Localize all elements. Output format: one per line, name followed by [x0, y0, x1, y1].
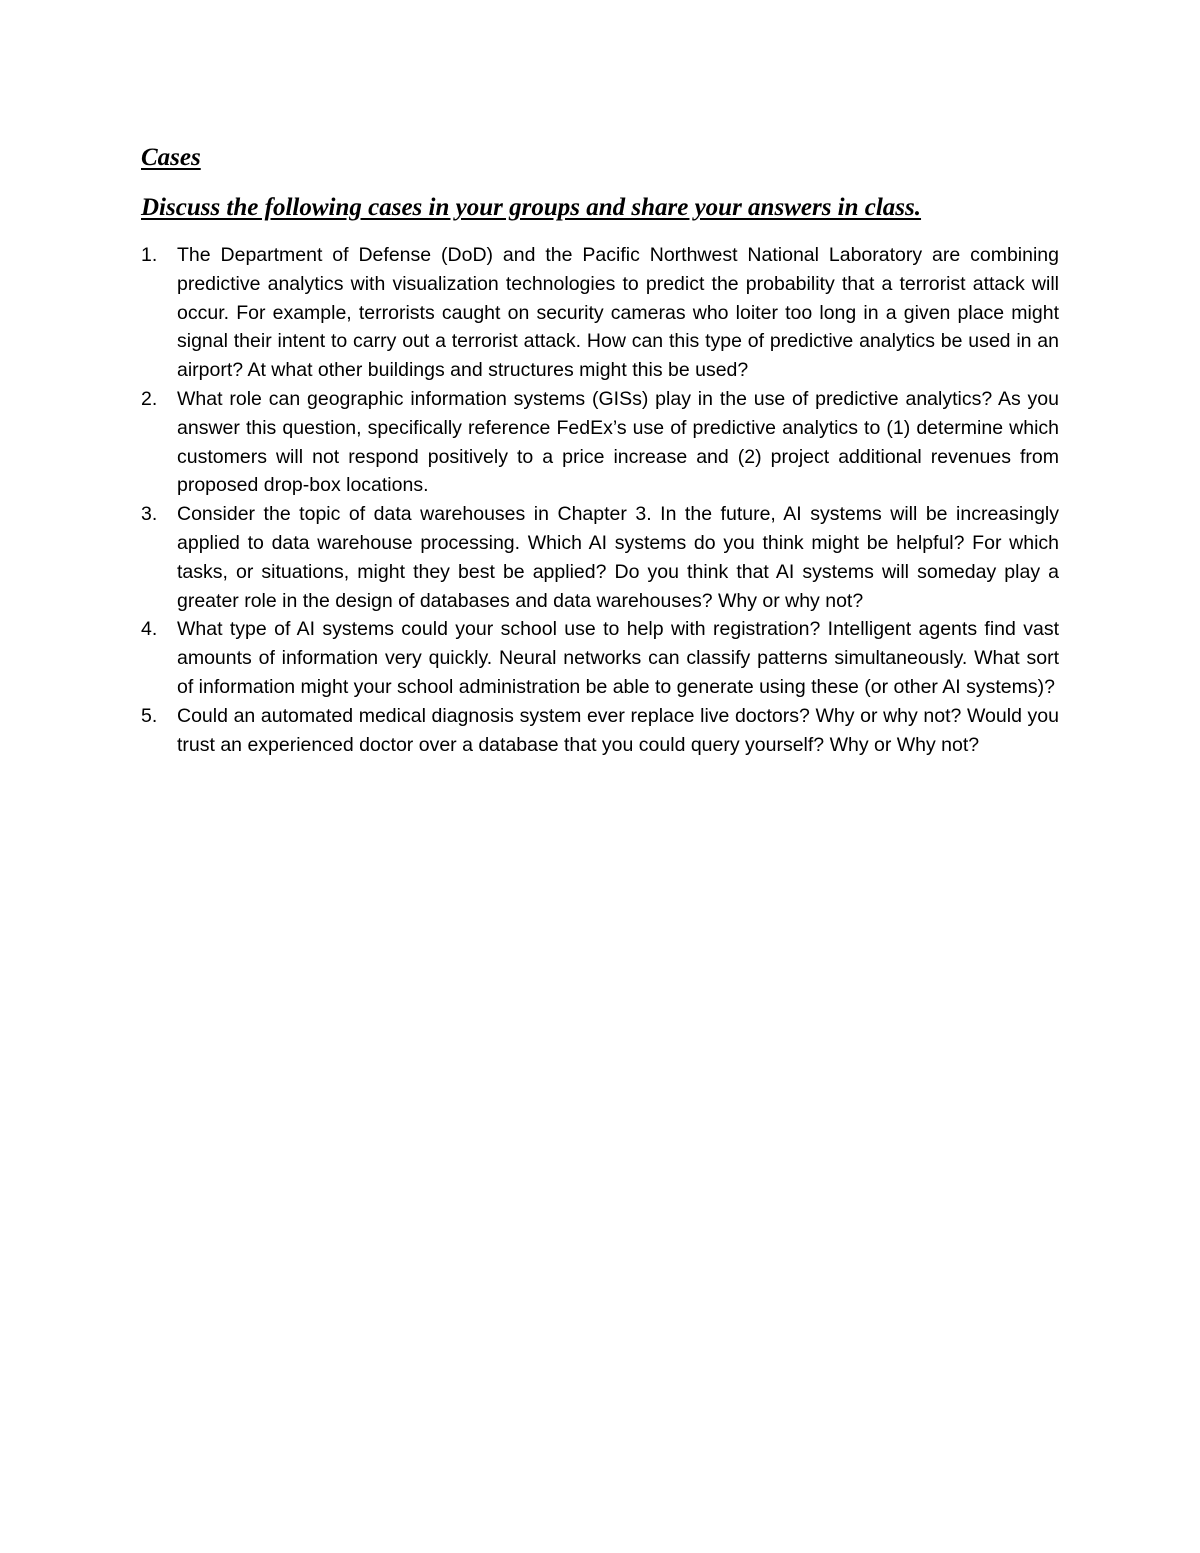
case-number: 1. [141, 244, 158, 266]
case-text: What role can geographic information systems (GISs) play in the use of predictive analytics? As you answer this question, specifically reference FedEx’s use of predictive analytics to (1) determine which customers will not respond positively to a price increase and (2) project additional revenues from proposed drop-box locations. [177, 387, 1059, 497]
case-text: What type of AI systems could your school use to help with registration? Intelligent agents find vast amounts of information very quickly. Neural networks can classify patterns simultaneously. What sort of information might your school administration be able to generate using these (or other AI systems)? [177, 618, 1059, 698]
case-text: The Department of Defense (DoD) and the Pacific Northwest National Laboratory are combining predictive analytics with visualization technologies to predict the probability that a terrorist attack will occur. For example, terrorists caught on security cameras who loiter too long in a given place might signal their intent to carry out a terrorist attack. How can this type of predictive analytics be used in an airport? At what other buildings and structures might this be used? [177, 244, 1059, 382]
case-item-2 [141, 385, 1059, 500]
case-item-4 [141, 615, 1059, 701]
case-item-5 [141, 702, 1059, 760]
case-item-3 [141, 500, 1059, 615]
case-list [141, 241, 1059, 759]
case-number: 5. [141, 704, 158, 727]
case-text: Consider the topic of data warehouses in Chapter 3. In the future, AI systems will be increasingly applied to data warehouse processing. Which AI systems do you think might be helpful? For which tasks, or situations, might they best be applied? Do you think that AI systems will someday play a greater role in the design of databases and data warehouses? Why or why not? [177, 503, 1059, 612]
case-text: Could an automated medical diagnosis system ever replace live doctors? Why or why not? Would you trust an experienced doctor over a database that you could query yourself? Why or Why not? [177, 704, 1059, 756]
instructions-heading: Discuss the following cases in your groups and share your answers in class. [141, 194, 922, 221]
case-number: 4. [141, 618, 158, 641]
case-item-1 [141, 241, 1059, 385]
case-number: 2. [141, 387, 158, 410]
document-title: Cases [141, 144, 201, 171]
case-number: 3. [141, 503, 158, 526]
